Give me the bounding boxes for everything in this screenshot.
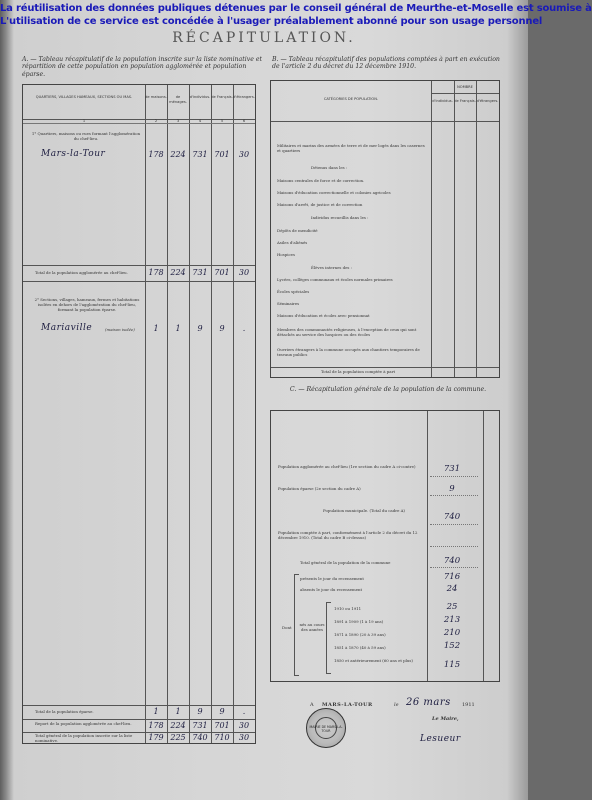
c-value-eparse: 9: [449, 484, 455, 494]
cell: 9: [219, 707, 225, 716]
cell: 731: [192, 721, 208, 730]
c-year-label: 1851 à 1870 (40 à 59 ans): [334, 645, 386, 650]
c-value-agglomeree: 731: [443, 464, 461, 474]
c-value-absents: 24: [446, 584, 458, 594]
b-row: Ouvriers étrangers à la commune occupés aux chantiers temporaires de travaux publics: [277, 347, 420, 357]
cell: 30: [238, 268, 250, 277]
mayor-signature: Lesueur: [420, 734, 461, 744]
cell: 224: [170, 721, 186, 730]
header-num-2: 2: [154, 119, 158, 123]
cell: 225: [170, 733, 186, 742]
b-row: Dépôts de mendicité: [277, 228, 318, 233]
cell: 224: [170, 150, 186, 159]
cell: .: [242, 707, 246, 716]
place-mars-la-tour: Mars-la-Tour: [41, 149, 106, 159]
cell: 9: [197, 707, 203, 716]
cell: 30: [238, 733, 250, 742]
c-dont-label: Dont: [282, 625, 292, 630]
c-row-municipale: Population municipale. (Total du cadre A): [323, 508, 405, 513]
c-absents-label: absents le jour du recensement: [300, 587, 363, 592]
cell: 178: [148, 721, 164, 730]
header-b-individus: d'individus.: [432, 99, 453, 103]
header-categorie: CATÉGORIES DE POPULATION.: [323, 97, 379, 101]
cell: 740: [192, 733, 208, 742]
cell: 9: [197, 324, 203, 333]
cell: 701: [214, 721, 230, 730]
c-nes-label: nés au cours des années: [299, 622, 325, 632]
c-year-value: 210: [443, 628, 461, 638]
header-num-1: 1: [82, 119, 86, 123]
section-a-title: A. — Tableau récapitulatif de la population inscrite sur la liste nominative et répartition de cette population en population agglomérée et population éparse.: [22, 56, 262, 78]
c-presents-label: présents le jour du recensement: [300, 576, 364, 581]
cell: 30: [238, 721, 250, 730]
footer-mayor: Le Maire,: [432, 716, 459, 722]
cell: 30: [238, 150, 250, 159]
footer-date: 26 mars: [406, 697, 451, 708]
cell: 178: [148, 150, 164, 159]
cell: 731: [192, 268, 208, 277]
c-value-total-general: 740: [443, 556, 461, 566]
c-year-value: 213: [443, 615, 461, 625]
footer-prefix: A: [310, 702, 314, 708]
label-total-agglomeree: Total de la population agglomérée au chef-lieu.: [35, 270, 128, 275]
footer-place: MARS-LA-TOUR: [322, 702, 373, 708]
section-c-title: C. — Récapitulation générale de la population de la commune.: [289, 386, 487, 393]
note-agglomeration: 1° Quartiers, maisons ou rues formant l'agglomération du chef-lieu.: [31, 131, 141, 141]
header-b-francais: de Français.: [454, 99, 476, 103]
c-row-total-general: Total général de la population de la commune: [300, 560, 391, 565]
b-row: Maisons d'éducation et écoles avec pensionnat: [277, 313, 370, 318]
label-report: Report de la population agglomérée au chef-lieu.: [35, 721, 132, 726]
c-row-agglomeree: Population agglomérée au chef-lieu (1re section du cadre A ci-contre): [278, 464, 416, 469]
c-year-label: 1910 ou 1911: [334, 606, 362, 611]
cell: 1: [153, 707, 159, 716]
cell: 179: [148, 733, 164, 742]
c-row-eparse: Population éparse (2e section du cadre A): [278, 486, 361, 491]
b-row: Asiles d'aliénés: [277, 240, 308, 245]
b-total-row: Total de la population comptée à part: [321, 369, 396, 374]
b-row: Élèves internes des :: [311, 265, 352, 270]
header-menages: de ménages.: [169, 95, 187, 104]
header-num-4: 4: [198, 119, 202, 123]
header-francais: de Français.: [211, 95, 233, 99]
b-row: Séminaires: [277, 301, 300, 306]
cell: 224: [170, 268, 186, 277]
c-year-value: 115: [443, 660, 461, 670]
cell: 9: [219, 324, 225, 333]
place-mariaville-note: (maison isolée): [105, 327, 135, 332]
b-row: Membres des communautés religieuses, à l'exception de ceux qui sont détachés au service des hospices ou des écoles: [277, 327, 417, 337]
footer-le: le: [394, 702, 399, 708]
header-etrangers: d'étrangers.: [233, 95, 255, 99]
b-row: Maisons centrales de force et de correction.: [277, 178, 365, 183]
b-row: Maisons d'arrêt, de justice et de correction: [277, 202, 363, 207]
header-maisons: de maisons.: [145, 95, 167, 99]
note-eparse: 2° Sections, villages, hameaux, fermes et habitations isolées en dehors de l'agglomération du chef-lieu, formant la population éparse.: [34, 297, 140, 312]
cell: 710: [214, 733, 230, 742]
cell: 1: [153, 324, 159, 333]
mairie-stamp: [306, 708, 346, 748]
c-row-comptee-a-part: Population comptée à part, conformément à l'article 2 du décret du 12 décembre 1910. (Total du cadre B ci-dessus): [278, 530, 418, 540]
label-total-eparse: Total de la population éparse.: [35, 709, 94, 714]
c-year-value: 152: [443, 641, 461, 651]
cell: 1: [175, 707, 181, 716]
header-num-5: 5: [220, 119, 224, 123]
copyright-banner-line-2: L'utilisation de ce service est concédée à l'usager préalablement abonné pour son usage personnel: [0, 16, 543, 27]
place-mariaville: Mariaville: [41, 323, 93, 333]
c-value-presents: 716: [443, 572, 461, 582]
label-grand-total: Total général de la population inscrite sur la liste nominative.: [35, 733, 133, 743]
c-value-municipale: 740: [443, 512, 461, 522]
c-year-label: 1850 et antérieurement (60 ans et plus): [334, 658, 413, 663]
c-year-label: 1891 à 1909 (1 à 19 ans): [334, 619, 384, 624]
cell: 701: [214, 150, 230, 159]
stamp-text: MAIRIE DE MARS-LA-TOUR: [309, 725, 343, 733]
b-row: Détenus dans les :: [311, 165, 348, 170]
cell: 1: [175, 324, 181, 333]
page-title: RÉCAPITULATION.: [172, 30, 356, 46]
section-b-title: B. — Tableau récapitulatif des populations comptées à part en exécution de l'article 2 du décret du 12 décembre 1910.: [272, 56, 500, 71]
header-num-6: 6: [242, 119, 246, 123]
table-a: [22, 84, 256, 744]
b-row: Hospices: [277, 252, 295, 257]
c-year-label: 1871 à 1890 (20 à 39 ans): [334, 632, 386, 637]
header-b-etrangers: d'étrangers.: [476, 99, 499, 103]
c-year-value: 25: [446, 602, 458, 612]
copyright-banner-line-1: La réutilisation des données publiques détenues par le conseil général de Meurthe-et-Moselle est soumise à: [0, 3, 592, 14]
cell: .: [242, 324, 246, 333]
header-place: QUARTIERS, VILLAGES HAMEAUX, SECTIONS OU MAS.: [35, 95, 133, 99]
header-individus: d'individus.: [189, 95, 211, 99]
footer-year: 1911: [462, 702, 475, 708]
cell: 178: [148, 268, 164, 277]
b-row: Individus recueillis dans les :: [311, 215, 369, 220]
header-num-3: 3: [176, 119, 180, 123]
b-row: Écoles spéciales: [277, 289, 310, 294]
b-row: Militaires et marins des armées de terre et de mer logés dans les casernes et quartiers: [277, 143, 425, 153]
table-b: [270, 80, 500, 378]
cell: 701: [214, 268, 230, 277]
b-row: Maisons d'éducation correctionnelle et colonies agricoles: [277, 190, 391, 195]
b-row: Lycées, collèges communaux et écoles normales primaires: [277, 277, 393, 282]
cell: 731: [192, 150, 208, 159]
header-nombre: NOMBRE: [457, 85, 473, 89]
